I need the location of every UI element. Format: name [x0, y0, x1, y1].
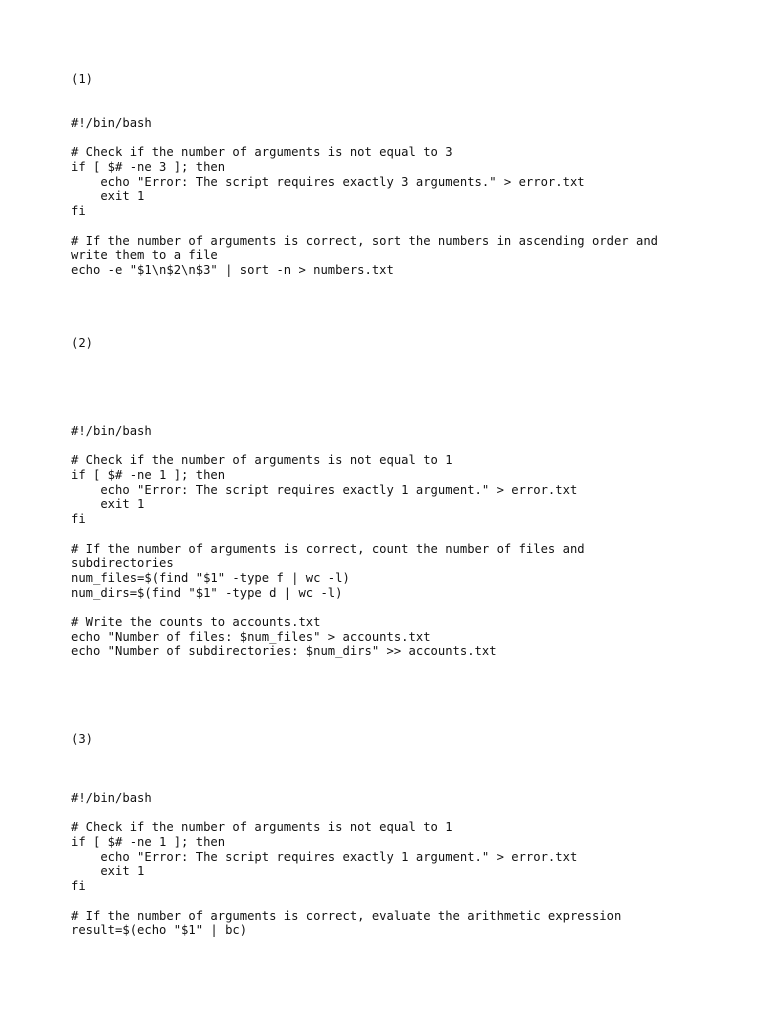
- code-block-1: [71, 116, 658, 278]
- code-line: [71, 806, 621, 821]
- code-block-2: [71, 424, 585, 659]
- section-label-1: (1): [71, 72, 94, 86]
- code-line: # Check if the number of arguments is not equal to 1: [71, 453, 453, 468]
- code-line: [71, 439, 585, 454]
- code-line: echo "Error: The script requires exactly 1 argument." > error.txt: [71, 482, 578, 497]
- code-line: # Write the counts to accounts.txt: [71, 614, 321, 629]
- code-line: [71, 131, 658, 146]
- code-line: echo "Number of subdirectories: $num_dirs" >> accounts.txt: [71, 644, 497, 659]
- code-line: [71, 600, 585, 615]
- code-line: #!/bin/bash: [71, 791, 152, 805]
- code-line: # If the number of arguments is correct, sort the numbers in ascending order and: [71, 233, 658, 248]
- code-line: [71, 527, 585, 542]
- section-label-3: (3): [71, 732, 94, 746]
- code-line: subdirectories: [71, 556, 174, 571]
- section-label-2: (2): [71, 336, 94, 350]
- code-line: if [ $# -ne 1 ]; then: [71, 468, 226, 483]
- code-line: echo "Error: The script requires exactly 1 argument." > error.txt: [71, 849, 578, 864]
- code-block-3: [71, 791, 621, 938]
- code-line: num_dirs=$(find "$1" -type d | wc -l): [71, 585, 343, 600]
- code-line: # If the number of arguments is correct, count the number of files and: [71, 541, 585, 556]
- code-line: if [ $# -ne 3 ]; then: [71, 160, 226, 175]
- code-line: echo "Number of files: $num_files" > accounts.txt: [71, 629, 431, 644]
- code-line: fi: [71, 512, 86, 527]
- code-line: fi: [71, 879, 86, 894]
- code-line: [71, 219, 658, 234]
- code-line: exit 1: [71, 497, 145, 512]
- code-line: write them to a file: [71, 248, 218, 263]
- code-line: # Check if the number of arguments is not equal to 1: [71, 820, 453, 835]
- code-line: #!/bin/bash: [71, 424, 152, 438]
- code-line: # Check if the number of arguments is not equal to 3: [71, 145, 453, 160]
- code-line: [71, 894, 621, 909]
- code-line: exit 1: [71, 189, 145, 204]
- code-line: exit 1: [71, 864, 145, 879]
- code-line: echo -e "$1\n$2\n$3" | sort -n > numbers.txt: [71, 262, 394, 277]
- code-line: # If the number of arguments is correct, evaluate the arithmetic expression: [71, 908, 622, 923]
- code-line: if [ $# -ne 1 ]; then: [71, 835, 226, 850]
- code-line: fi: [71, 204, 86, 219]
- code-line: echo "Error: The script requires exactly 3 arguments." > error.txt: [71, 174, 585, 189]
- code-line: result=$(echo "$1" | bc): [71, 923, 248, 938]
- code-line: num_files=$(find "$1" -type f | wc -l): [71, 570, 350, 585]
- code-line: #!/bin/bash: [71, 116, 152, 130]
